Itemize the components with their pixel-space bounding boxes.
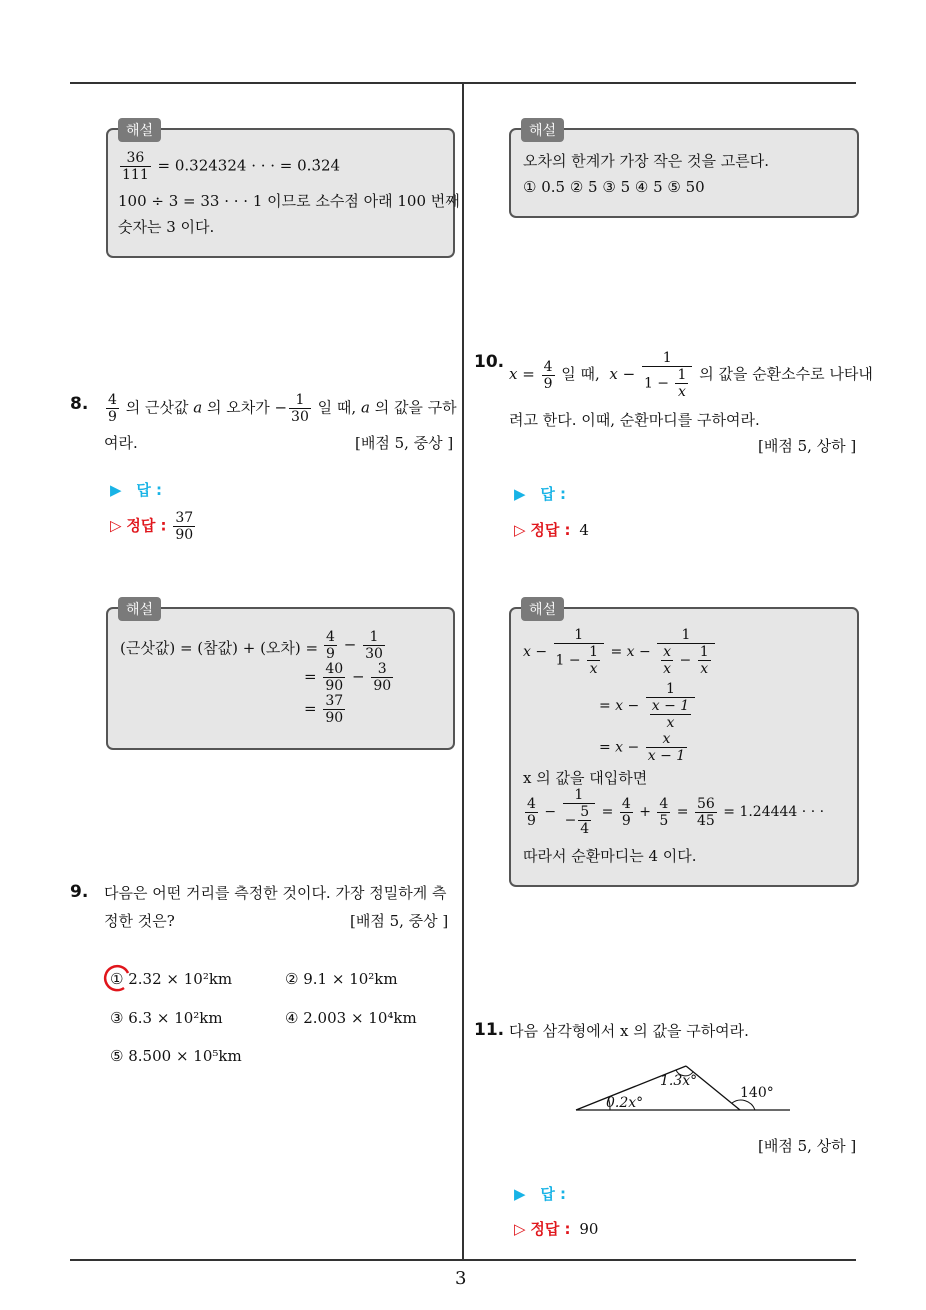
sol10-calc: $\frac{4}{9}$ − 1 − $\frac{5}{4}$ = $\frac{4}{9}$ + $\frac{4}{5}$ = $\frac{56}{45}$ = 1.24444 · · · bbox=[527, 787, 825, 837]
answer-arrow-icon: ▶ bbox=[110, 481, 122, 499]
sol9-line2: ① 0.5 ② 5 ③ 5 ④ 5 ⑤ 50 bbox=[523, 178, 705, 196]
option-5[interactable]: ⑤ 8.500 × 10⁵km bbox=[110, 1047, 242, 1065]
question-number: 8. bbox=[70, 394, 89, 414]
q11-text: 다음 삼각형에서 x 의 값을 구하여라. bbox=[509, 1022, 749, 1040]
answer-label: 답 : bbox=[136, 481, 163, 499]
q10-answer-row bbox=[514, 483, 566, 504]
solution-box-q10 bbox=[509, 602, 859, 887]
sol10-conclusion: 따라서 순환마디는 4 이다. bbox=[523, 847, 697, 865]
q10-line2: 려고 한다. 이때, 순환마디를 구하여라. bbox=[509, 411, 760, 429]
angle-top-label: 1.3x° bbox=[660, 1073, 698, 1089]
sol9-line1: 오차의 한계가 가장 작은 것을 고른다. bbox=[523, 152, 769, 170]
q11-answer-row bbox=[514, 1183, 566, 1204]
fraction: $\frac{36}{111}$ bbox=[122, 150, 149, 183]
sol10-row3: = x − $\frac{x}{x - 1}$ bbox=[599, 731, 686, 764]
sol7-line2: 100 ÷ 3 = 33 · · · 1 이므로 소수점 아래 100 번째 bbox=[118, 192, 460, 210]
answer-label: 답 : bbox=[540, 485, 567, 503]
q10-line1: x = $\frac{4}{9}$ 일 때, x − 1 1 − $\frac{1}{x}$ 의 값을 순환소수로 나타내 bbox=[509, 350, 873, 400]
answer-label: 답 : bbox=[540, 1185, 567, 1203]
page-number: 3 bbox=[455, 1268, 467, 1289]
angle-exterior-label: 140° bbox=[740, 1085, 774, 1101]
q8-score: [배점 5, 중상 ] bbox=[355, 434, 454, 452]
correct-arrow-icon: ▷ bbox=[110, 516, 122, 535]
correct-arrow-icon: ▷ bbox=[514, 521, 526, 539]
angle-left-label: 0.2x° bbox=[606, 1095, 644, 1111]
q8-correct-row bbox=[110, 510, 197, 543]
option-4[interactable]: ④ 2.003 × 10⁴km bbox=[285, 1009, 417, 1027]
correct-label: 정답 : bbox=[530, 521, 571, 539]
question-number: 11. bbox=[474, 1020, 505, 1040]
fraction: $\frac{1}{30}$ bbox=[291, 392, 309, 425]
sol10-row1: x − 1 1 − $\frac{1}{x}$ = x − 1 $\frac{x}{x}$ − $\frac{1}{x}$ bbox=[523, 627, 717, 677]
question-number: 9. bbox=[70, 882, 89, 902]
q8-answer-row bbox=[110, 479, 162, 500]
solution-box-q9 bbox=[509, 123, 859, 218]
solution-tag: 해설 bbox=[118, 118, 161, 142]
q9-line1: 다음은 어떤 거리를 측정한 것이다. 가장 정밀하게 측 bbox=[104, 884, 447, 902]
q8-line1: $\frac{4}{9}$ 의 근삿값 a 의 오차가 − $\frac{1}{30}$ 일 때, a 의 값을 구하 bbox=[108, 392, 457, 425]
solution-box-q7 bbox=[106, 123, 460, 258]
sol10-row2: = x − $\frac{1}{\frac{x - 1}{x}}$ bbox=[599, 681, 697, 731]
option-2[interactable]: ② 9.1 × 10²km bbox=[285, 970, 398, 988]
q11-correct-row bbox=[514, 1218, 598, 1239]
q9-line2: 정한 것은? bbox=[104, 912, 175, 930]
q8-line2: 여라. bbox=[104, 434, 138, 452]
solution-box-q8 bbox=[106, 602, 455, 750]
correct-answer: $\frac{37}{90}$ bbox=[175, 510, 194, 543]
option-3[interactable]: ③ 6.3 × 10²km bbox=[110, 1009, 223, 1027]
sol10-substitute: x 의 값을 대입하면 bbox=[523, 769, 648, 787]
solution-tag: 해설 bbox=[521, 118, 564, 142]
q11-score: [배점 5, 상하 ] bbox=[758, 1137, 857, 1155]
correct-answer: 4 bbox=[579, 521, 589, 539]
bottom-rule bbox=[70, 1259, 856, 1261]
column-divider bbox=[462, 84, 464, 1261]
sol8-row1: $\frac{4}{9}$ − $\frac{1}{30}$ bbox=[326, 629, 383, 662]
sol8-row3: = $\frac{37}{90}$ bbox=[304, 693, 344, 726]
q9-score: [배점 5, 중상 ] bbox=[350, 912, 449, 930]
solution-tag: 해설 bbox=[521, 597, 564, 621]
correct-answer: 90 bbox=[579, 1220, 599, 1238]
sol7-line1: $\frac{36}{111}$ = 0.324324 · · · = 0.3̇24̇ bbox=[122, 150, 341, 183]
correct-label: 정답 : bbox=[530, 1220, 571, 1238]
sol8-lhs: (근삿값) = (참값) + (오차) = bbox=[120, 639, 319, 657]
compound-fraction: 1 1 − $\frac{1}{x}$ bbox=[642, 350, 692, 400]
q10-score: [배점 5, 상하 ] bbox=[758, 437, 857, 455]
fraction: $\frac{4}{9}$ bbox=[108, 392, 117, 425]
answer-arrow-icon: ▶ bbox=[514, 1185, 526, 1203]
correct-arrow-icon: ▷ bbox=[514, 1220, 526, 1238]
question-number: 10. bbox=[474, 352, 505, 372]
q10-correct-row bbox=[514, 519, 589, 540]
selected-circle-icon bbox=[102, 963, 132, 993]
option-1[interactable]: ① 2.32 × 10²km bbox=[110, 970, 233, 988]
sol8-row2: = $\frac{40}{90}$ − $\frac{3}{90}$ bbox=[304, 661, 392, 694]
sol7-line3: 숫자는 3 이다. bbox=[118, 218, 215, 236]
solution-tag: 해설 bbox=[118, 597, 161, 621]
answer-arrow-icon: ▶ bbox=[514, 485, 526, 503]
correct-label: 정답 : bbox=[126, 516, 167, 535]
